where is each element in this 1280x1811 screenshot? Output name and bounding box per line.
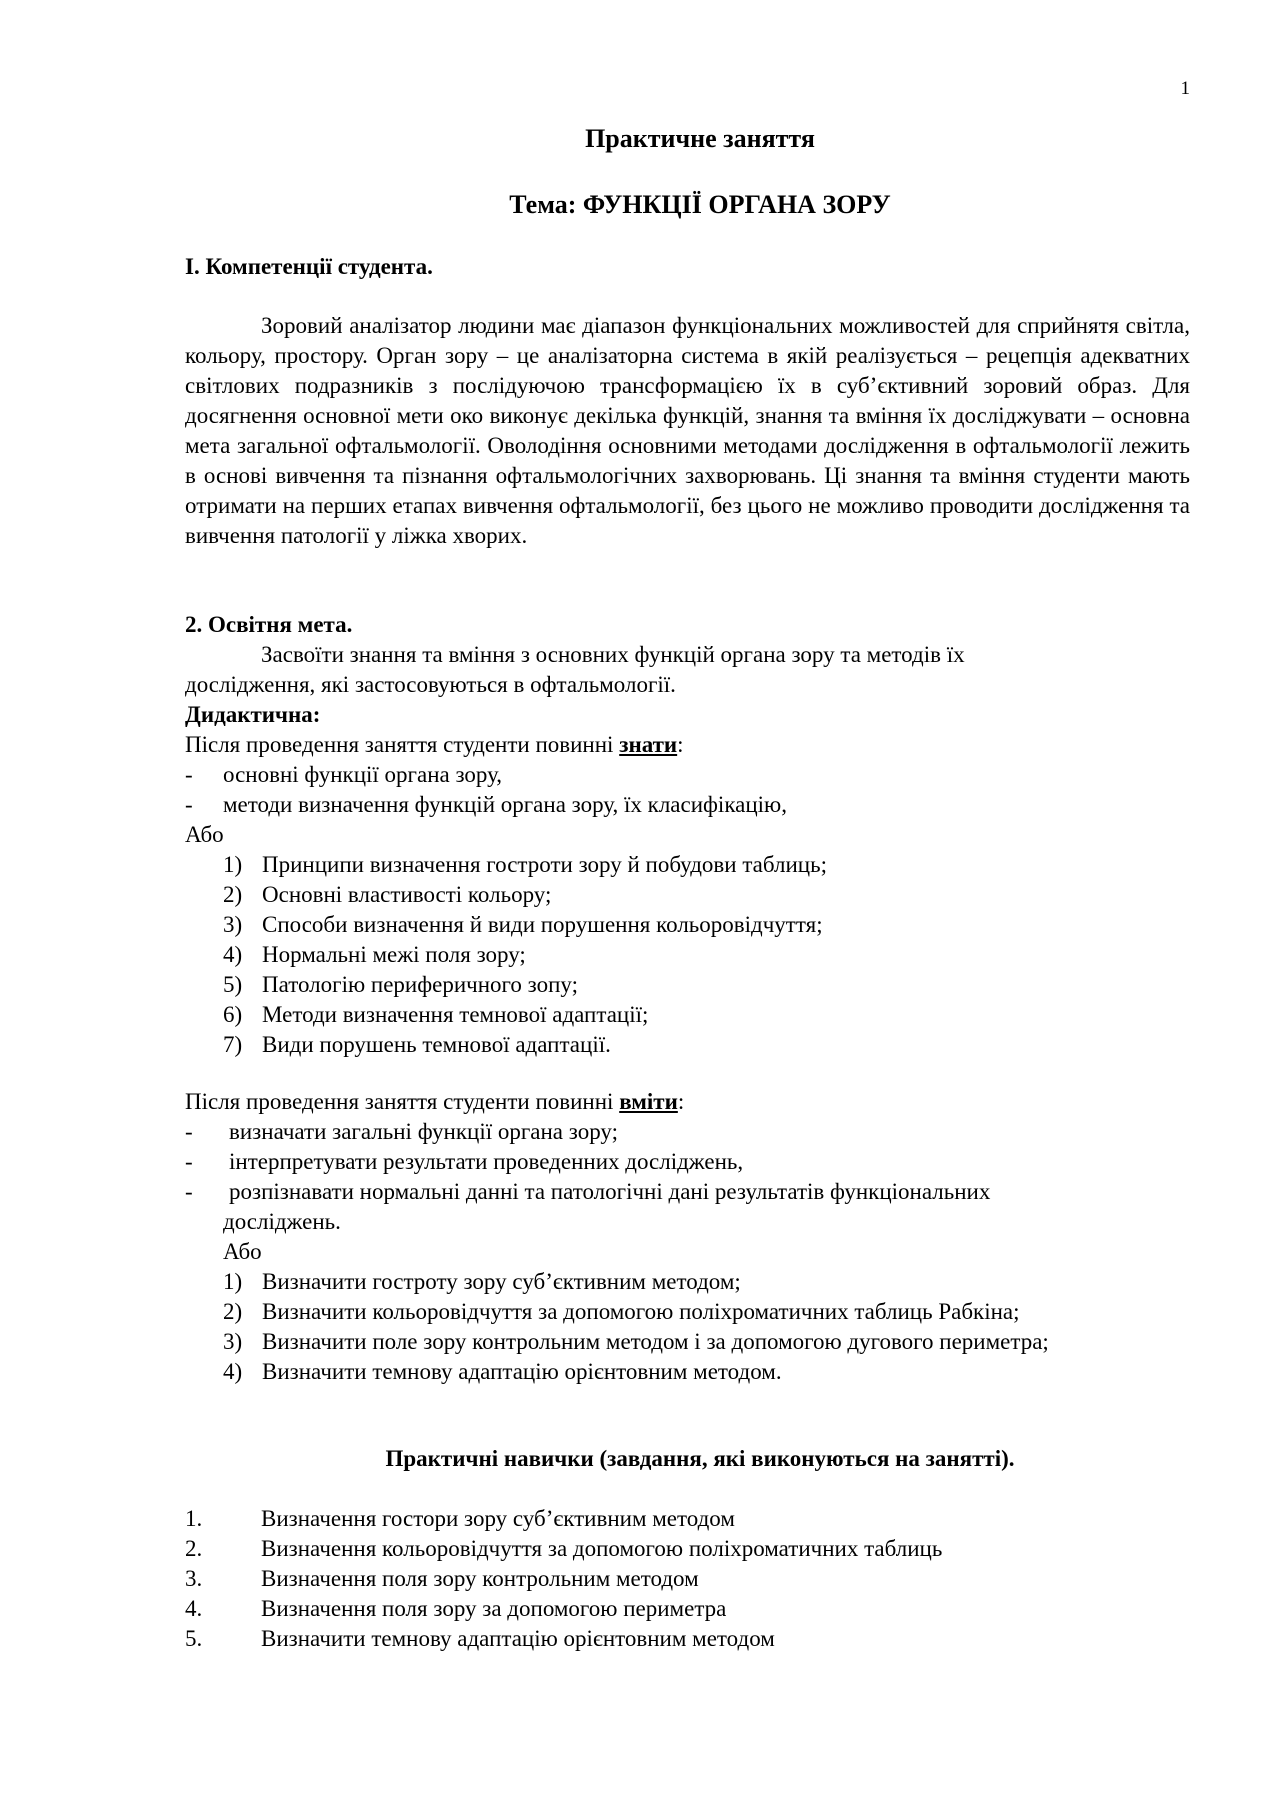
list-number: 2) <box>223 1299 243 1324</box>
section1-paragraph <box>185 311 1190 551</box>
can-intro-line <box>185 1087 684 1117</box>
list-number: 1. <box>185 1506 203 1531</box>
list-item-continuation: досліджень. <box>223 1209 341 1234</box>
list-item-text: розпізнавати нормальні данні та патологічні дані результатів функціональних <box>229 1179 991 1204</box>
list-number: 3) <box>223 912 243 937</box>
list-item-text: Основні властивості кольору; <box>262 882 552 907</box>
list-item-text: визначати загальні функції органа зору; <box>229 1119 618 1144</box>
list-dash: - <box>185 792 193 817</box>
or-label-2: Або <box>223 1239 262 1264</box>
section1-heading: I. Компетенції студента. <box>185 254 433 279</box>
list-item-text: Визначити поле зору контрольним методом і за допомогою дугового периметра; <box>262 1329 1049 1354</box>
list-number: 4) <box>223 942 243 967</box>
list-item-text: Види порушень темнової адаптації. <box>262 1032 611 1057</box>
know-keyword: знати <box>619 732 678 757</box>
know-colon: : <box>677 732 684 757</box>
list-item-text: Визначити темнову адаптацію орієнтовним методом <box>261 1626 775 1651</box>
list-dash: - <box>185 762 193 787</box>
can-intro-text: Після проведення заняття студенти повинні <box>185 1089 620 1114</box>
list-item-text: Визначити гостроту зору суб’єктивним методом; <box>262 1269 741 1294</box>
know-intro-text: Після проведення заняття студенти повинні <box>185 732 620 757</box>
didactic-heading: Дидактична: <box>185 702 321 727</box>
list-number: 6) <box>223 1002 243 1027</box>
list-item-text: Принципи визначення гостроти зору й побудови таблиць; <box>262 852 827 877</box>
list-item-text: інтерпретувати результати проведенних досліджень, <box>229 1149 744 1174</box>
list-number: 5. <box>185 1626 203 1651</box>
can-keyword: вміти <box>619 1089 678 1114</box>
list-number: 2) <box>223 882 243 907</box>
list-item-text: основні функції органа зору, <box>223 762 503 787</box>
list-number: 3) <box>223 1329 243 1354</box>
list-item-text: Визначення поля зору контрольним методом <box>261 1566 699 1591</box>
list-number: 5) <box>223 972 243 997</box>
topic-title: Тема: ФУНКЦІЇ ОРГАНА ЗОРУ <box>509 190 891 219</box>
list-number: 4) <box>223 1359 243 1384</box>
document-title: Практичне заняття <box>585 124 815 153</box>
list-item-text: Патологію периферичного зопу; <box>262 972 578 997</box>
list-item-text: методи визначення функцій органа зору, їх класифікацію, <box>223 792 787 817</box>
goal-line-1: Засвоїти знання та вміння з основних функцій органа зору та методів їх <box>261 642 965 667</box>
list-dash: - <box>185 1119 193 1144</box>
list-dash: - <box>185 1149 193 1174</box>
list-item-text: Визначення гостори зору суб’єктивним методом <box>261 1506 735 1531</box>
list-number: 1) <box>223 1269 243 1294</box>
list-number: 3. <box>185 1566 203 1591</box>
list-item-text: Нормальні межі поля зору; <box>262 942 526 967</box>
list-item-text: Визначити темнову адаптацію орієнтовним методом. <box>262 1359 782 1384</box>
list-number: 7) <box>223 1032 243 1057</box>
section1-paragraph-text: Зоровий аналізатор людини має діапазон функціональних можливостей для сприйнятя світла, кольору, простору. Орган зору – це аналізаторна система в якій реалізується – рецепція адекватних світлових подразників з послідуючою трансформацією їх в суб’єктивний зоровий образ. Для досягнення основної мети око виконує декілька функцій, знання та вміння їх досліджувати – основна мета загальної офтальмології. Оволодіння основними методами дослідження в офтальмології лежить в основі вивчення та пізнання офтальмологічних захворювань. Ці знання та вміння студенти мають отримати на перших етапах вивчення офтальмології, без цього не можливо проводити дослідження та вивчення патології у ліжка хворих. <box>185 313 1190 548</box>
list-dash: - <box>185 1179 193 1204</box>
list-item-text: Визначити кольоровідчуття за допомогою поліхроматичних таблиць Рабкіна; <box>262 1299 1020 1324</box>
practical-skills-heading: Практичні навички (завдання, які виконуються на занятті). <box>385 1446 1015 1471</box>
know-intro-line <box>185 730 684 760</box>
list-number: 4. <box>185 1596 203 1621</box>
list-number: 1) <box>223 852 243 877</box>
or-label-1: Або <box>185 822 224 847</box>
list-item-text: Визначення поля зору за допомогою периметра <box>261 1596 727 1621</box>
list-item-text: Способи визначення й види порушення кольоровідчуття; <box>262 912 823 937</box>
page-number: 1 <box>1180 78 1190 99</box>
list-item-text: Методи визначення темнової адаптації; <box>262 1002 649 1027</box>
goal-line-2: дослідження, які застосовуються в офтальмології. <box>185 672 676 697</box>
can-colon: : <box>677 1089 685 1114</box>
list-item-text: Визначення кольоровідчуття за допомогою поліхроматичних таблиць <box>261 1536 943 1561</box>
list-number: 2. <box>185 1536 203 1561</box>
section2-heading: 2. Освітня мета. <box>185 612 353 637</box>
